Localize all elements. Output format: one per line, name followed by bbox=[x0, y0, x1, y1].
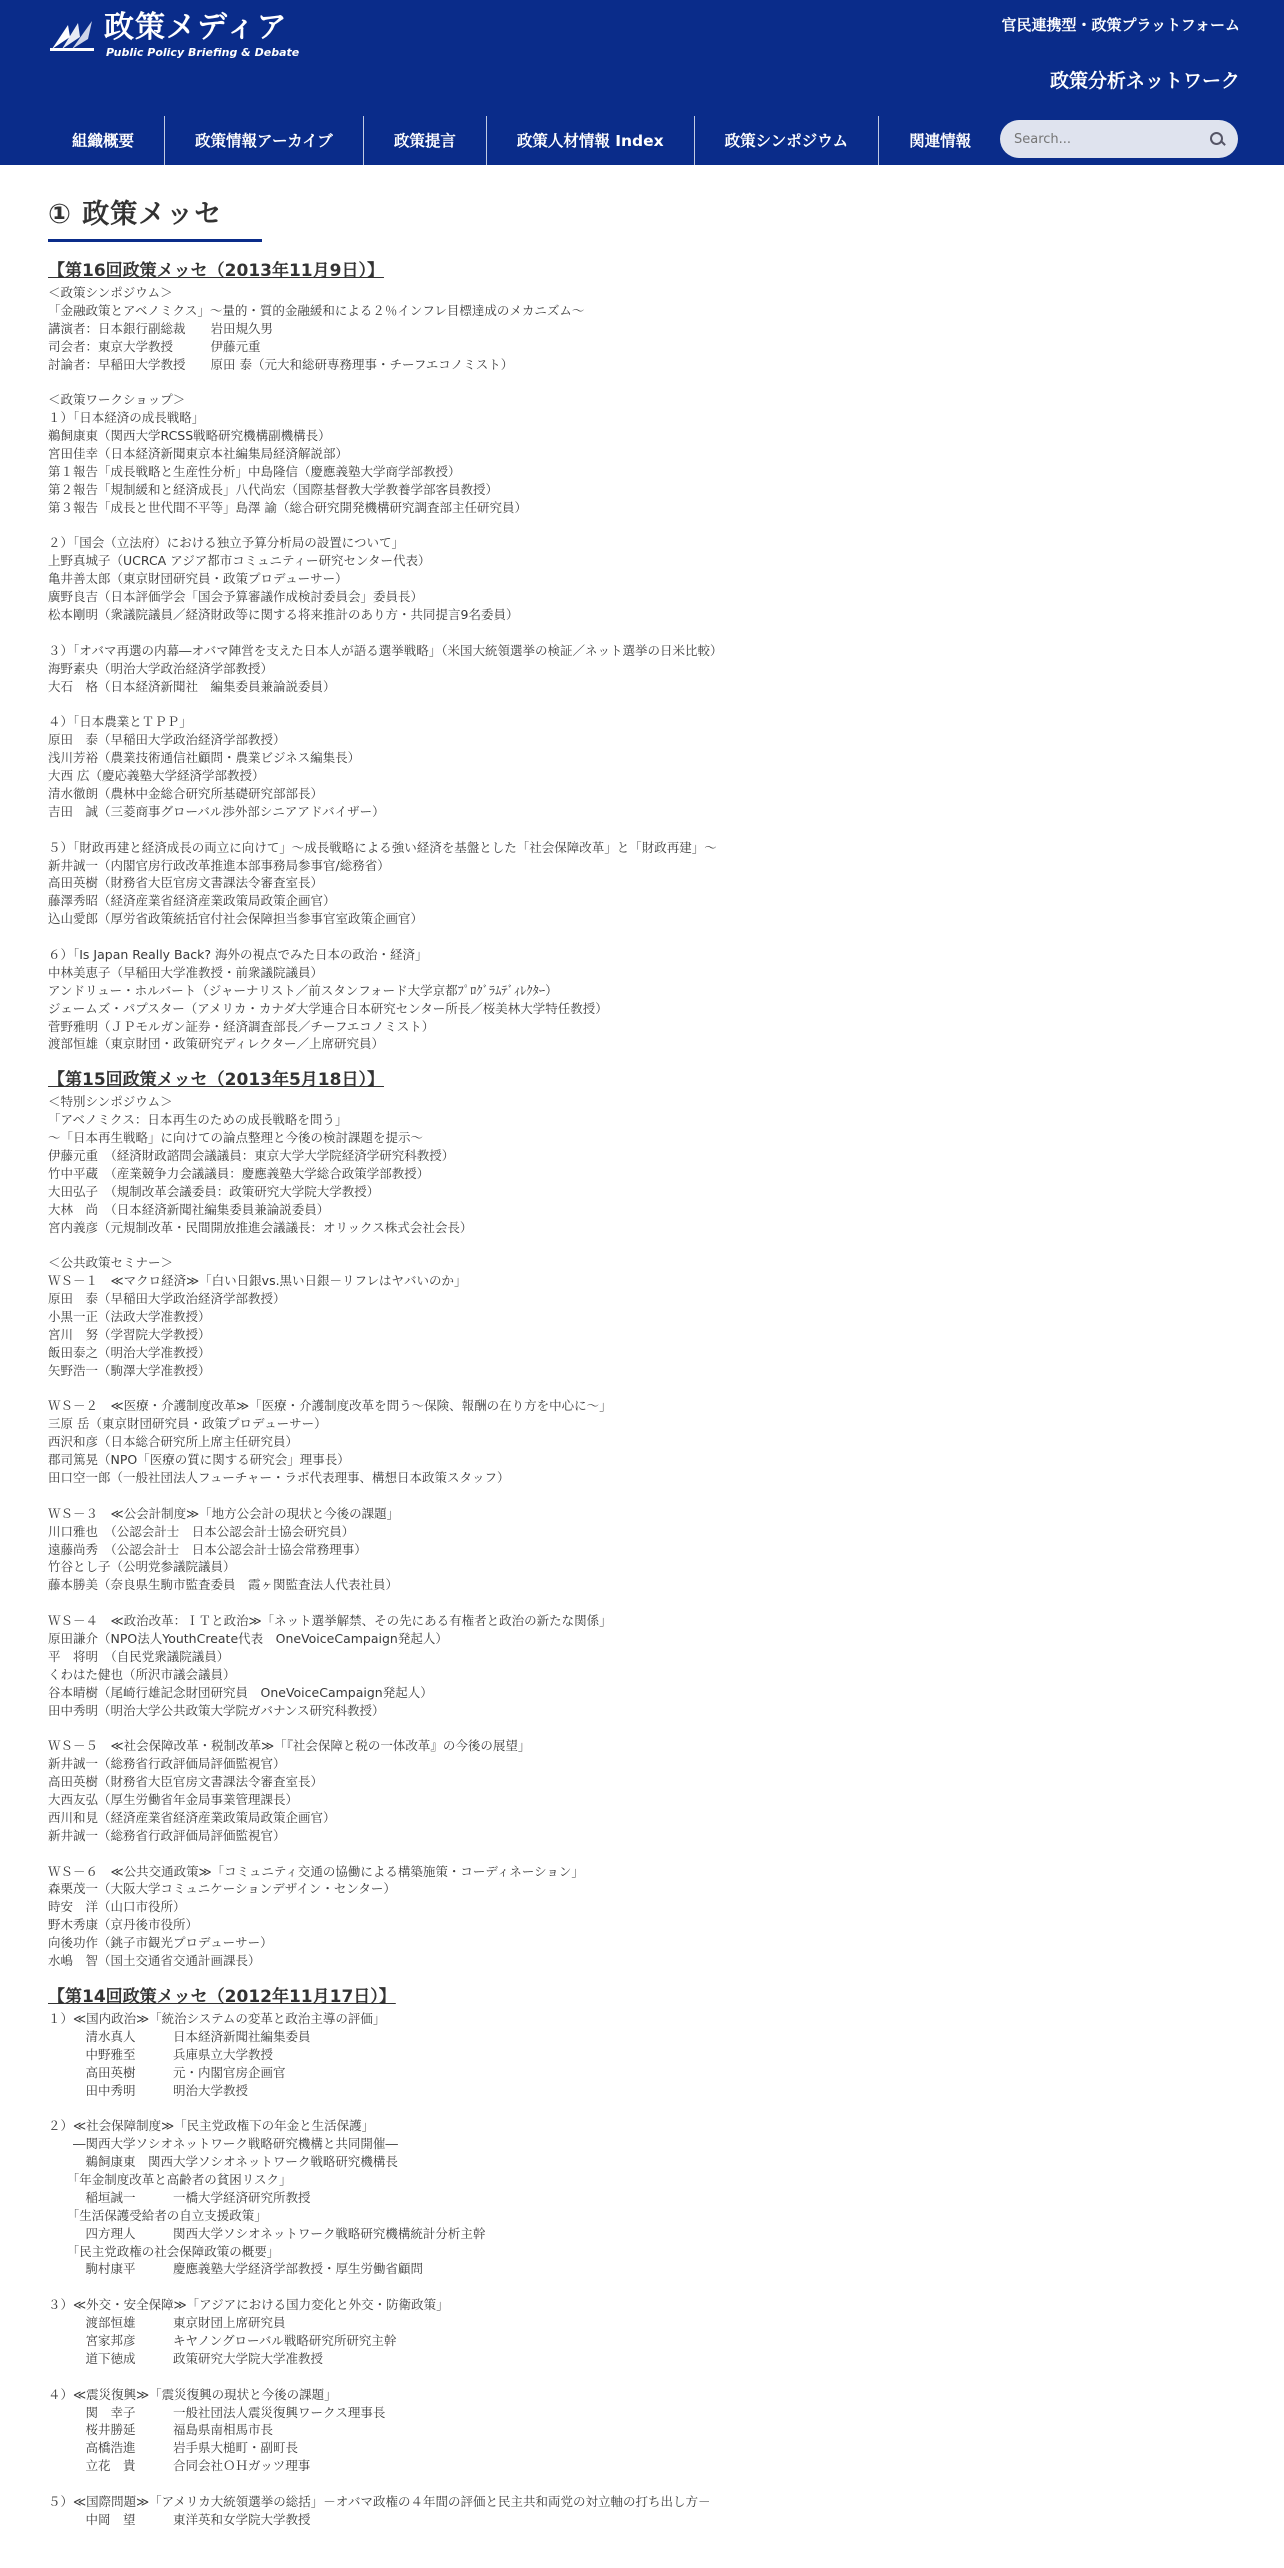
text-line: 四方理人 関西大学ソシオネットワーク戦略研究機構統計分析主幹 bbox=[48, 2225, 486, 2241]
spacer bbox=[48, 2099, 1228, 2117]
text-line: 小黒一正（法政大学准教授） bbox=[48, 1308, 211, 1324]
text-line: 谷本晴樹（尾崎行雄記念財団研究員 OneVoiceCampaign発起人） bbox=[48, 1684, 433, 1700]
text-line: 第１報告「成長戦略と生産性分析」中島隆信（慶應義塾大学商学部教授） bbox=[48, 463, 461, 479]
text-line: 高田英樹（財務省大臣官房文書課法令審査室長） bbox=[48, 1774, 324, 1790]
text-line: 高田英樹 元・内閣官房企画官 bbox=[48, 2064, 286, 2080]
text-line: 「生活保護受給者の自立支援政策」 bbox=[48, 2207, 267, 2223]
text-line: 立花 貴 合同会社ＯＨガッツ理事 bbox=[48, 2458, 311, 2474]
text-line: 講演者：日本銀行副総裁 岩田規久男 bbox=[48, 320, 274, 336]
search-box bbox=[1000, 120, 1238, 158]
text-line: ５）≪国際問題≫「アメリカ大統領選挙の総括」－オバマ政権の４年間の評価と民主共和両党の対立軸の打ち出し方－ bbox=[48, 2493, 711, 2509]
text-line: １）「日本経済の成長戦略」 bbox=[48, 410, 205, 426]
text-line: ＜政策シンポジウム＞ bbox=[48, 285, 173, 300]
text-line: ５）「財政再建と経済成長の両立に向けて」～成長戦略による強い経済を基盤とした「社会保障改革」と「財政再建」～ bbox=[48, 839, 717, 855]
main-content bbox=[48, 192, 1228, 2529]
nav-item-related-info[interactable]: 関連情報 bbox=[909, 132, 972, 150]
text-line: 新井誠一（総務省行政評価局評価監視官） bbox=[48, 1827, 286, 1843]
text-line: ＷＳ－３ ≪公会計制度≫「地方公会計の現状と今後の課題」 bbox=[48, 1505, 400, 1521]
text-line: 上野真城子（UCRCA アジア都市コミュニティー研究センター代表） bbox=[48, 553, 431, 569]
text-line: ジェームズ・パプスター（アメリカ・カナダ大学連合日本研究センター所長／桜美林大学特任教授） bbox=[48, 1000, 608, 1016]
text-line: ４）「日本農業とＴＰＰ」 bbox=[48, 714, 192, 730]
text-line: ３）≪外交・安全保障≫「アジアにおける国力変化と外交・防衛政策」 bbox=[48, 2297, 449, 2313]
text-line: 鵜飼康東（関西大学RCSS戦略研究機構副機構長） bbox=[48, 428, 331, 444]
spacer bbox=[48, 2278, 1228, 2296]
text-line: 中野雅至 兵庫県立大学教授 bbox=[48, 2046, 274, 2062]
text-line: 廣野良吉（日本評価学会「国会予算審議作成検討委員会」委員長） bbox=[48, 589, 424, 605]
text-line: 道下徳成 政策研究大学院大学准教授 bbox=[48, 2350, 324, 2366]
spacer bbox=[48, 1719, 1228, 1737]
text-line: 大石 格（日本経済新聞社 編集委員兼論説委員） bbox=[48, 678, 336, 694]
text-line: 「年金制度改革と高齢者の貧困リスク」 bbox=[48, 2171, 292, 2187]
text-line: 「アベノミクス：日本再生のための成長戦略を問う」 bbox=[48, 1112, 348, 1128]
text-line: 藤本勝美（奈良県生駒市監査委員 霞ヶ関監査法人代表社員） bbox=[48, 1577, 399, 1593]
nav-item-policy-talent-index[interactable]: 政策人材情報 Index bbox=[487, 116, 695, 166]
text-line: 菅野雅明（ＪＰモルガン証券・経済調査部長／チーフエコノミスト） bbox=[48, 1018, 435, 1034]
text-line: 竹谷とし子（公明党参議院議員） bbox=[48, 1559, 236, 1575]
spacer bbox=[48, 1594, 1228, 1612]
text-line: ６）「Is Japan Really Back? 海外の視点でみた日本の政治・経済」 bbox=[48, 946, 428, 962]
text-line: ＜特別シンポジウム＞ bbox=[48, 1094, 173, 1110]
logo-subtitle: Public Policy Briefing & Debate bbox=[106, 46, 300, 59]
spacer bbox=[48, 1236, 1228, 1254]
spacer bbox=[48, 2368, 1228, 2386]
nav-item-policy-symposium[interactable]: 政策シンポジウム bbox=[695, 116, 879, 166]
text-line: 宮家邦彦 キヤノングローバル戦略研究所研究主幹 bbox=[48, 2332, 397, 2348]
text-line: 原田謙介（NPO法人YouthCreate代表 OneVoiceCampaign発起人） bbox=[48, 1631, 448, 1647]
text-line: 水嶋 智（国土交通省交通計画課長） bbox=[48, 1953, 261, 1969]
spacer bbox=[48, 624, 1228, 642]
text-line: 伊藤元重 （経済財政諮問会議議員：東京大学大学院経済学研究科教授） bbox=[48, 1147, 455, 1163]
logo-mark-icon bbox=[48, 15, 98, 55]
text-line: 高田英樹（財務省大臣官房文書課法令審査室長） bbox=[48, 875, 324, 891]
text-line: 三原 岳（東京財団研究員・政策プロデューサー） bbox=[48, 1416, 327, 1432]
text-line: 原田 泰（早稲田大学政治経済学部教授） bbox=[48, 732, 286, 748]
text-line: 郡司篤晃（NPO「医療の質に関する研究会」理事長） bbox=[48, 1452, 350, 1468]
text-line: 大田弘子 （規制改革会議委員：政策研究大学院大学教授） bbox=[48, 1183, 380, 1199]
text-line: 込山愛郎（厚労省政策統括官付社会保障担当参事官室政策企画官） bbox=[48, 911, 424, 927]
text-line: １）≪国内政治≫「統治システムの変革と政治主導の評価」 bbox=[48, 2010, 386, 2026]
text-line: 宮田佳幸（日本経済新聞東京本社編集局経済解説部） bbox=[48, 446, 349, 462]
spacer bbox=[48, 1487, 1228, 1505]
text-line: 清水徹朗（農林中金総合研究所基礎研究部部長） bbox=[48, 785, 324, 801]
text-line: ＷＳ－６ ≪公共交通政策≫「コミュニティ交通の協働による構築施策・コーディネーション」 bbox=[48, 1863, 584, 1879]
page-title: ① 政策メッセ bbox=[48, 192, 262, 242]
text-line: ～「日本再生戦略」に向けての論点整理と今後の検討課題を提示～ bbox=[48, 1130, 424, 1146]
nav-item-organization[interactable]: 組織概要 bbox=[40, 116, 165, 166]
platform-tagline: 官民連携型・政策プラットフォーム bbox=[1001, 16, 1240, 34]
text-line: 「民主党政権の社会保障政策の概要」 bbox=[48, 2243, 280, 2259]
site-logo[interactable] bbox=[48, 10, 299, 60]
text-line: 渡部恒雄 東京財団上席研究員 bbox=[48, 2315, 286, 2331]
text-line: 亀井善太郎（東京財団研究員・政策プロデューサー） bbox=[48, 571, 348, 587]
text-line: 駒村康平 慶應義塾大学経済学部教授・厚生労働省顧問 bbox=[48, 2261, 424, 2277]
spacer bbox=[48, 517, 1228, 535]
text-line: 田中秀明（明治大学公共政策大学院ガバナンス研究科教授） bbox=[48, 1702, 385, 1718]
text-line: 中林美恵子（早稲田大学准教授・前衆議院議員） bbox=[48, 964, 324, 980]
text-line: ＜公共政策セミナー＞ bbox=[48, 1255, 174, 1271]
text-line: ―関西大学ソシオネットワーク戦略研究機構と共同開催― bbox=[48, 2136, 398, 2152]
text-line: くわはた健也（所沢市議会議員） bbox=[48, 1666, 236, 1682]
text-line: 清水真人 日本経済新聞社編集委員 bbox=[48, 2028, 311, 2044]
text-line: ２）≪社会保障制度≫「民主党政権下の年金と生活保護」 bbox=[48, 2118, 375, 2134]
text-line: 野木秀康（京丹後市役所） bbox=[48, 1917, 199, 1933]
text-line: ４）≪震災復興≫「震災復興の現状と今後の課題」 bbox=[48, 2386, 337, 2402]
text-line: アンドリュー・ホルバート（ジャーナリスト／前スタンフォード大学京都ﾌﾟﾛｸﾞﾗﾑﾃﾞｨﾚｸﾀｰ） bbox=[48, 982, 558, 998]
text-line: 田口空一郎（一般社団法人フューチャー・ラボ代表理事、構想日本政策スタッフ） bbox=[48, 1470, 510, 1485]
spacer bbox=[48, 2475, 1228, 2493]
text-line: ＷＳ－２ ≪医療・介護制度改革≫「医療・介護制度改革を問う～保険、報酬の在り方を中心に～」 bbox=[48, 1398, 612, 1414]
section-heading: 【第16回政策メッセ（2013年11月9日）】 bbox=[48, 261, 384, 281]
text-line: 藤澤秀昭（経済産業省経済産業政策局政策企画官） bbox=[48, 893, 336, 909]
nav-item-policy-archive[interactable]: 政策情報アーカイブ bbox=[165, 116, 364, 166]
spacer bbox=[48, 821, 1228, 839]
text-line: 川口雅也 （公認会計士 日本公認会計士協会研究員） bbox=[48, 1523, 355, 1539]
text-line: 森栗茂一（大阪大学コミュニケーションデザイン・センター） bbox=[48, 1881, 396, 1897]
section-heading: 【第15回政策メッセ（2013年5月18日）】 bbox=[48, 1070, 384, 1091]
text-line: 渡部恒雄（東京財団・政策研究ディレクター／上席研究員） bbox=[48, 1036, 385, 1052]
text-line: ２）「国会（立法府）における独立予算分析局の設置について」 bbox=[48, 535, 405, 551]
network-link[interactable]: 政策分析ネットワーク bbox=[1049, 70, 1240, 92]
text-line: 第２報告「規制緩和と経済成長」八代尚宏（国際基督教大学教養学部客員教授） bbox=[48, 481, 499, 497]
text-line: 松本剛明（衆議院議員／経済財政等に関する将来推計のあり方・共同提言9名委員） bbox=[48, 607, 519, 623]
text-line: 向後功作（銚子市観光プロデューサー） bbox=[48, 1935, 273, 1951]
text-line: 大西友弘（厚生労働省年金局事業管理課長） bbox=[48, 1792, 299, 1808]
text-line: 中岡 望 東洋英和女学院大学教授 bbox=[48, 2511, 311, 2527]
section-heading: 【第14回政策メッセ（2012年11月17日）】 bbox=[48, 1986, 396, 2007]
text-line: 宮川 努（学習院大学教授） bbox=[48, 1326, 211, 1342]
text-line: 司会者：東京大学教授 伊藤元重 bbox=[48, 338, 261, 354]
text-line: 原田 泰（早稲田大学政治経済学部教授） bbox=[48, 1291, 286, 1307]
text-line: 関 幸子 一般社団法人震災復興ワークス理事長 bbox=[48, 2404, 386, 2420]
text-line: 平 将明 （自民党衆議院議員） bbox=[48, 1648, 230, 1664]
text-line: 第３報告「成長と世代間不平等」島澤 諭（総合研究開発機構研究調査部主任研究員） bbox=[48, 499, 527, 515]
text-line: ＜政策ワークショップ＞ bbox=[48, 392, 186, 408]
text-line: ＷＳ－４ ≪政治改革：ＩＴと政治≫「ネット選挙解禁、その先にある有権者と政治の新たな関係」 bbox=[48, 1613, 612, 1629]
text-line: 時安 洋（山口市役所） bbox=[48, 1899, 186, 1915]
text-line: 討論者：早稲田大学教授 原田 泰（元大和総研専務理事・チーフエコノミスト） bbox=[48, 356, 514, 372]
search-icon[interactable] bbox=[1208, 130, 1226, 148]
text-line: 飯田泰之（明治大学准教授） bbox=[48, 1344, 211, 1360]
spacer bbox=[48, 1845, 1228, 1863]
text-line: 海野素央（明治大学政治経済学部教授） bbox=[48, 660, 274, 676]
text-line: 矢野浩一（駒澤大学准教授） bbox=[48, 1362, 211, 1378]
main-nav bbox=[40, 116, 1001, 166]
text-line: 西沢和彦（日本総合研究所上席主任研究員） bbox=[48, 1434, 299, 1450]
text-line: 新井誠一（総務省行政評価局評価監視官） bbox=[48, 1756, 286, 1772]
text-line: 遠藤尚秀 （公認会計士 日本公認会計士協会常務理事） bbox=[48, 1541, 367, 1557]
search-input[interactable] bbox=[1014, 132, 1204, 147]
logo-title: 政策メディア bbox=[104, 10, 288, 45]
text-line: 竹中平蔵 （産業競争力会議議員：慶應義塾大学総合政策学部教授） bbox=[48, 1165, 430, 1181]
nav-item-policy-proposals[interactable]: 政策提言 bbox=[364, 116, 487, 166]
text-line: 稲垣誠一 一橋大学経済研究所教授 bbox=[48, 2189, 311, 2205]
spacer bbox=[48, 373, 1228, 391]
text-line: 大林 尚 （日本経済新聞社編集委員兼論説委員） bbox=[48, 1201, 330, 1217]
text-line: 田中秀明 明治大学教授 bbox=[48, 2082, 249, 2098]
messe-list bbox=[48, 258, 1228, 2529]
site-header bbox=[0, 0, 1284, 165]
text-line: ＷＳ－１ ≪マクロ経済≫「白い日銀vs.黒い日銀－リフレはヤバいのか」 bbox=[48, 1273, 467, 1289]
text-line: 浅川芳裕（農業技術通信社顧問・農業ビジネス編集長） bbox=[48, 750, 361, 766]
spacer bbox=[48, 695, 1228, 713]
text-line: 桜井勝延 福島県南相馬市長 bbox=[48, 2422, 274, 2438]
text-line: 吉田 誠（三菱商事グローバル渉外部シニアアドバイザー） bbox=[48, 803, 385, 819]
text-line: 鵜飼康東 関西大学ソシオネットワーク戦略研究機構長 bbox=[48, 2154, 398, 2170]
text-line: 大西 広（慶応義塾大学経済学部教授） bbox=[48, 768, 265, 784]
text-line: ＷＳ－５ ≪社会保障改革・税制改革≫「『社会保障と税の一体改革』の今後の展望」 bbox=[48, 1738, 531, 1754]
text-line: 高橋浩進 岩手県大槌町・副町長 bbox=[48, 2440, 299, 2456]
text-line: 「金融政策とアベノミクス」～量的・質的金融緩和による２％インフレ目標達成のメカニズム～ bbox=[48, 302, 585, 318]
text-line: ３）「オバマ再選の内幕―オバマ陣営を支えた日本人が語る選挙戦略」（米国大統領選挙の検証／ネット選挙の日米比較） bbox=[48, 642, 723, 658]
text-line: 宮内義彦（元規制改革・民間開放推進会議議長：オリックス株式会社会長） bbox=[48, 1219, 473, 1235]
text-line: 西川和見（経済産業省経済産業政策局政策企画官） bbox=[48, 1809, 336, 1825]
spacer bbox=[48, 1380, 1228, 1398]
text-line: 新井誠一（内閣官房行政改革推進本部事務局参事官/総務省） bbox=[48, 857, 390, 873]
spacer bbox=[48, 928, 1228, 946]
